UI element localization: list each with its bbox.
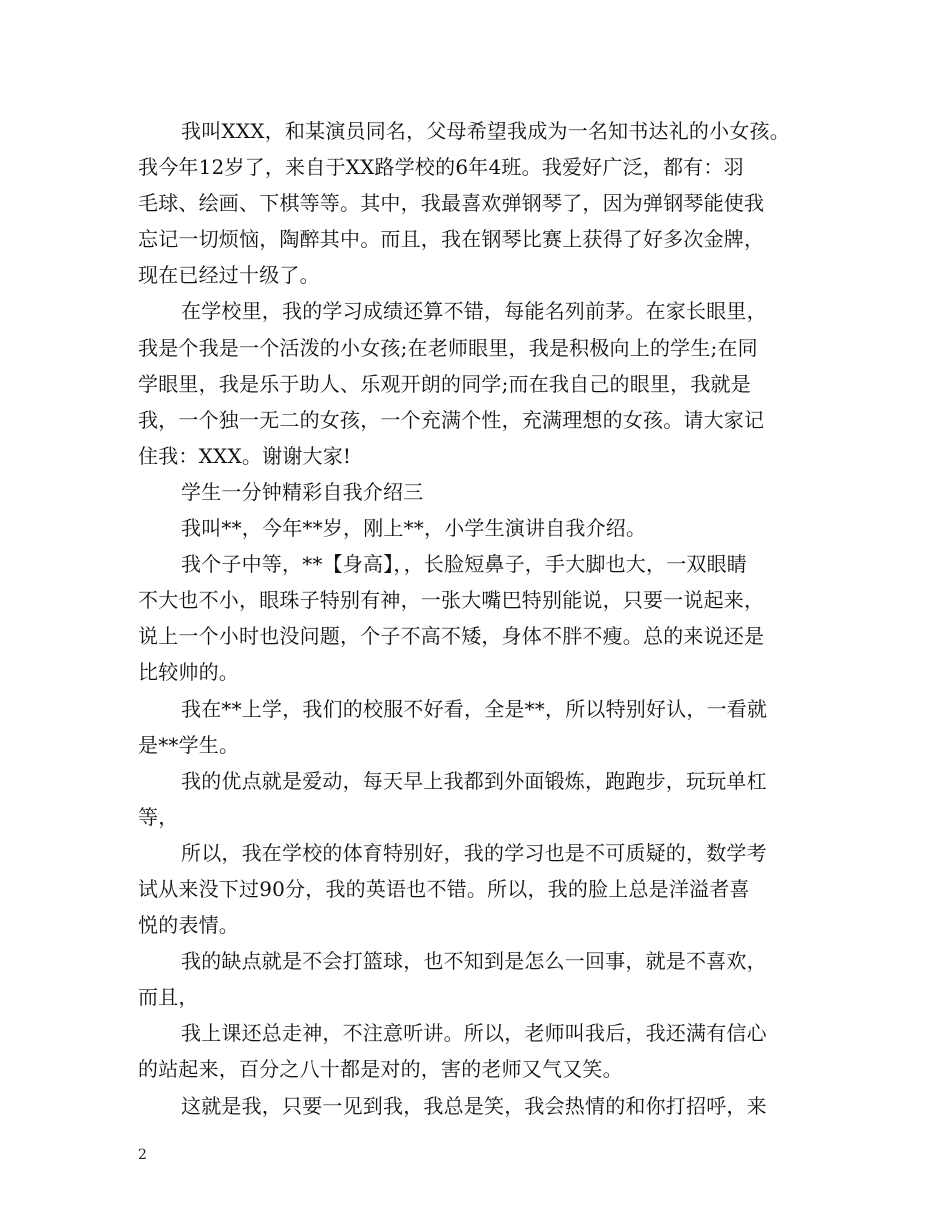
text-line: 等， — [138, 804, 179, 829]
text-line: 在学校里，我的学习成绩还算不错，每能名列前茅。在家长眼里， — [181, 299, 767, 324]
text-line: 比较帅的。 — [138, 660, 239, 685]
text-line: 的站起来，百分之八十都是对的，害的老师又气又笑。 — [138, 1057, 623, 1082]
text-line: 我的缺点就是不会打篮球，也不知到是怎么一回事，就是不喜欢， — [181, 949, 767, 974]
text-line: 学生一分钟精彩自我介绍三 — [181, 479, 424, 504]
text-line: 这就是我，只要一见到我，我总是笑，我会热情的和你打招呼，来 — [181, 1093, 767, 1118]
text-line: 不大也不小，眼珠子特别有神，一张大嘴巴特别能说，只要一说起来， — [138, 588, 765, 613]
text-line: 住我：XXX。谢谢大家! — [138, 443, 352, 468]
text-line: 说上一个小时也没问题，个子不高不矮，身体不胖不瘦。总的来说还是 — [138, 624, 765, 649]
text-line: 毛球、绘画、下棋等等。其中，我最喜欢弹钢琴了，因为弹钢琴能使我 — [138, 191, 765, 216]
text-line: 所以，我在学校的体育特别好，我的学习也是不可质疑的，数学考 — [181, 840, 767, 865]
text-line: 现在已经过十级了。 — [138, 263, 320, 288]
text-line: 我上课还总走神，不注意听讲。所以，老师叫我后，我还满有信心 — [181, 1021, 767, 1046]
text-line: 是**学生。 — [138, 732, 240, 757]
text-line: 而且， — [138, 985, 199, 1010]
text-line: 悦的表情。 — [138, 913, 239, 938]
text-line: 我叫XXX，和某演员同名，父母希望我成为一名知书达礼的小女孩。 — [181, 119, 790, 143]
text-line: 我是个我是一个活泼的小女孩;在老师眼里，我是积极向上的学生;在同 — [138, 335, 758, 360]
text-line: 我今年12岁了，来自于XX路学校的6年4班。我爱好广泛，都有：羽 — [138, 155, 744, 180]
text-line: 我在**上学，我们的校服不好看，全是**，所以特别好认，一看就 — [181, 696, 768, 721]
text-line: 学眼里，我是乐于助人、乐观开朗的同学;而在我自己的眼里，我就是 — [138, 371, 751, 396]
document-body — [138, 113, 838, 1124]
text-line: 我叫**，今年**岁，刚上**，小学生演讲自我介绍。 — [181, 516, 647, 541]
text-line: 我的优点就是爱动，每天早上我都到外面锻炼，跑跑步，玩玩单杠 — [181, 768, 767, 793]
text-line: 我个子中等，**【身高】，，长脸短鼻子，手大脚也大，一双眼睛 — [181, 552, 747, 577]
text-line: 试从来没下过90分，我的英语也不错。所以，我的脸上总是洋溢者喜 — [138, 876, 750, 901]
text-line: 我，一个独一无二的女孩，一个充满个性，充满理想的女孩。请大家记 — [138, 407, 765, 432]
page-number: 2 — [138, 1147, 147, 1163]
text-line: 忘记一切烦恼，陶醉其中。而且，我在钢琴比赛上获得了好多次金牌， — [138, 227, 765, 252]
